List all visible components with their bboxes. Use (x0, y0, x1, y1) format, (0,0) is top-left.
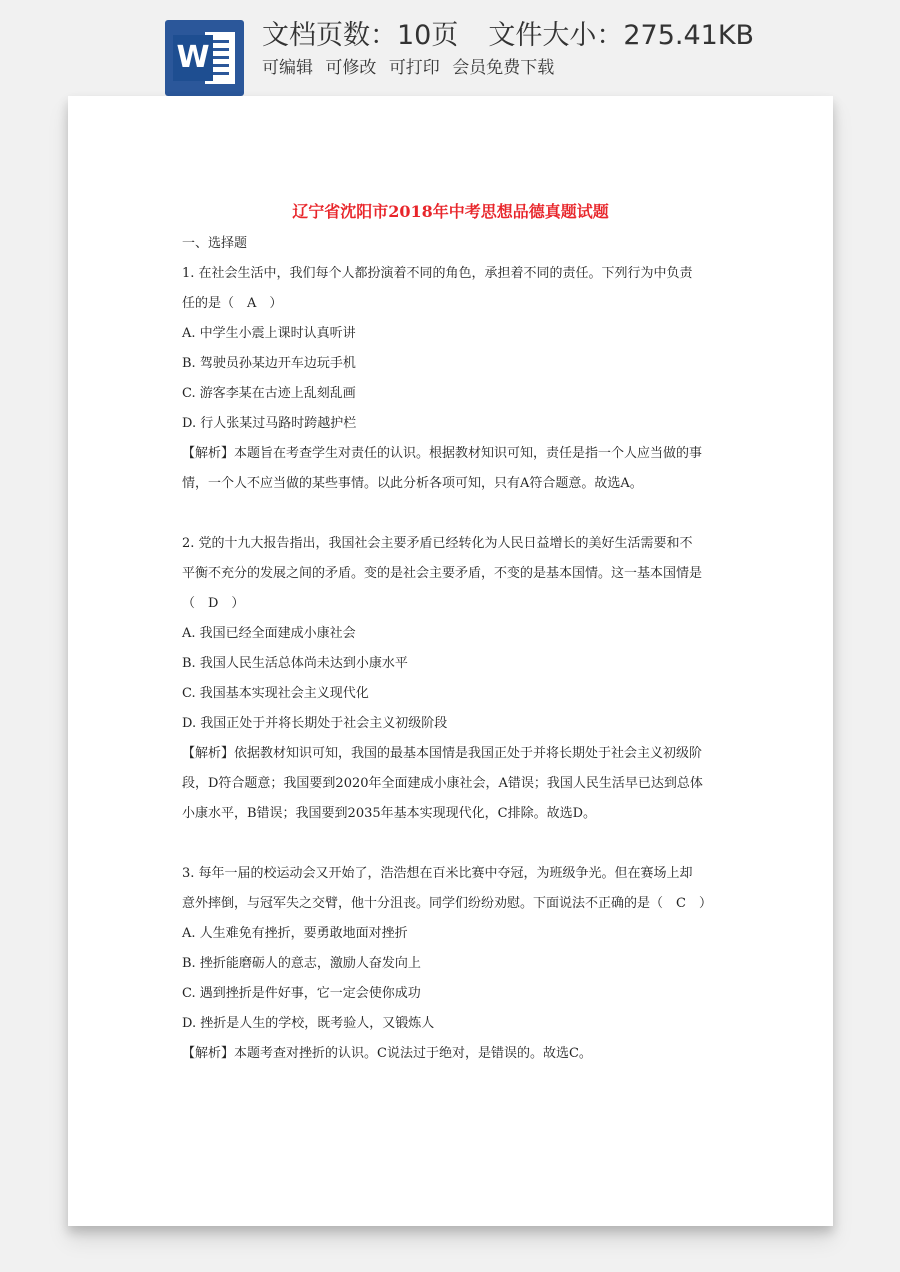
document-features (262, 55, 561, 81)
document-title: 辽宁省沈阳市2018年中考思想品德真题试题 (292, 202, 609, 221)
q3-option-a: A. 人生难免有挫折，要勇敢地面对挫折 (182, 926, 408, 941)
feature-editable: 可编辑 (262, 58, 313, 78)
q2-analysis-line-1: 【解析】依据教材知识可知，我国的最基本国情是我国正处于并将长期处于社会主义初级阶 (182, 746, 703, 761)
section-heading: 一、选择题 (182, 236, 248, 251)
q1-stem-line-1: 1. 在社会生活中，我们每个人都扮演着不同的角色，承担着不同的责任。下列行为中负责 (182, 266, 693, 281)
q2-stem-line-1: 2. 党的十九大报告指出，我国社会主要矛盾已经转化为人民日益增长的美好生活需要和不 (182, 536, 693, 551)
q1-option-d: D. 行人张某过马路时跨越护栏 (182, 416, 357, 431)
q3-stem-line-1: 3. 每年一届的校运动会又开始了，浩浩想在百米比赛中夺冠，为班级争光。但在赛场上却 (182, 866, 693, 881)
document-stats (262, 16, 754, 56)
q1-option-a: A. 中学生小震上课时认真听讲 (182, 326, 356, 341)
q2-option-d: D. 我国正处于并将长期处于社会主义初级阶段 (182, 716, 448, 731)
q1-option-b: B. 驾驶员孙某边开车边玩手机 (182, 356, 356, 371)
file-size-label: 文件大小：275.41KB (488, 20, 755, 51)
page-count-label: 文档页数：10页 (262, 20, 459, 51)
q1-analysis-line-2: 情，一个人不应当做的某些事情。以此分析各项可知，只有A符合题意。故选A。 (182, 476, 643, 491)
q1-analysis-line-1: 【解析】本题旨在考查学生对责任的认识。根据教材知识可知，责任是指一个人应当做的事 (182, 446, 703, 461)
feature-modifiable: 可修改 (325, 58, 377, 78)
q2-option-a: A. 我国已经全面建成小康社会 (182, 626, 356, 641)
q2-analysis-line-2: 段，D符合题意；我国要到2020年全面建成小康社会，A错误；我国人民生活早已达到总体 (182, 776, 703, 791)
q2-analysis-line-3: 小康水平，B错误；我国要到2035年基本实现现代化，C排除。故选D。 (182, 806, 597, 821)
q3-stem-line-2: 意外摔倒，与冠军失之交臂，他十分沮丧。同学们纷纷劝慰。下面说法不正确的是（ C ） (182, 896, 712, 911)
document-info-header (0, 0, 900, 100)
q3-option-b: B. 挫折能磨砺人的意志，激励人奋发向上 (182, 956, 421, 971)
document-page (68, 96, 833, 1226)
feature-free-download: 会员免费下载 (452, 58, 555, 78)
q1-option-c: C. 游客李某在古迹上乱刻乱画 (182, 386, 356, 401)
feature-printable: 可打印 (388, 58, 440, 78)
q3-analysis-line-1: 【解析】本题考查对挫折的认识。C说法过于绝对，是错误的。故选C。 (182, 1046, 592, 1061)
q3-option-d: D. 挫折是人生的学校，既考验人，又锻炼人 (182, 1016, 435, 1031)
q2-option-b: B. 我国人民生活总体尚未达到小康水平 (182, 656, 408, 671)
word-document-icon (165, 20, 244, 96)
q2-stem-line-3: （ D ） (182, 596, 245, 611)
q2-option-c: C. 我国基本实现社会主义现代化 (182, 686, 369, 701)
q2-stem-line-2: 平衡不充分的发展之间的矛盾。变的是社会主要矛盾，不变的是基本国情。这一基本国情是 (182, 566, 703, 581)
q3-option-c: C. 遇到挫折是件好事，它一定会使你成功 (182, 986, 421, 1001)
q1-stem-line-2: 任的是（ A ） (182, 296, 283, 311)
word-icon-letter: W (173, 35, 213, 81)
